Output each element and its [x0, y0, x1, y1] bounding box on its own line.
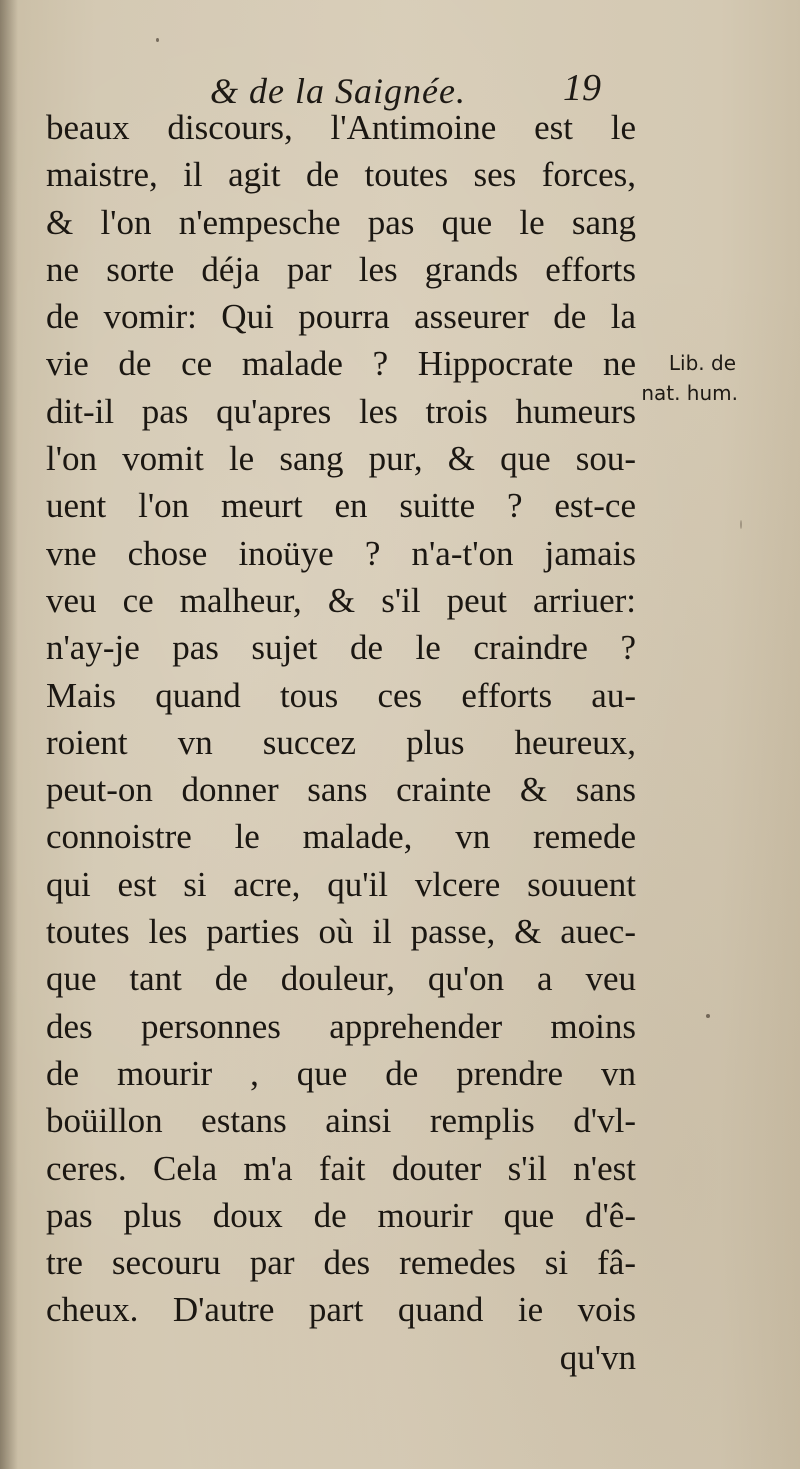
text-line: vie de ce malade ? Hippocrate ne: [46, 344, 636, 384]
catchword: qu'vn: [559, 1337, 636, 1377]
text-line: & l'on n'empesche pas que le sang: [46, 202, 636, 242]
text-line: roient vn succez plus heureux,: [46, 722, 636, 762]
text-line: Mais quand tous ces efforts au-: [46, 675, 636, 715]
text-line: maistre, il agit de toutes ses forces,: [46, 155, 636, 195]
text-line: ne sorte déja par les grands efforts: [46, 249, 636, 289]
text-line: beaux discours, l'Antimoine est le: [46, 108, 636, 147]
text-line: de vomir: Qui pourra asseurer de la: [46, 297, 636, 337]
text-line: veu ce malheur, & s'il peut arriuer:: [46, 580, 636, 620]
text-line: pas plus doux de mourir que d'ê-: [46, 1195, 636, 1235]
text-line: toutes les parties où il passe, & auec-: [46, 912, 636, 952]
text-line: des personnes apprehender moins: [46, 1006, 636, 1046]
ink-speck: [156, 38, 159, 42]
text-line: de mourir , que de prendre vn: [46, 1053, 636, 1093]
text-line: vne chose inoüye ? n'a-t'on jamais: [46, 533, 636, 573]
text-line: connoistre le malade, vn remede: [46, 817, 636, 857]
text-line: qui est si acre, qu'il vlcere souuent: [46, 864, 636, 904]
text-line: dit-il pas qu'apres les trois humeurs: [46, 391, 636, 431]
text-line: peut-on donner sans crainte & sans: [46, 770, 636, 810]
text-line: tre secouru par des remedes si fâ-: [46, 1243, 636, 1283]
margin-note-line: nat. hum.: [641, 381, 738, 405]
body-text: [46, 104, 636, 1381]
text-line: cheux. D'autre part quand ie vois: [46, 1290, 636, 1330]
page-number: 19: [563, 67, 601, 109]
text-line: uent l'on meurt en suitte ? est-ce: [46, 486, 636, 526]
running-head: & de la Saignée.: [210, 71, 466, 111]
ink-speck: [740, 520, 742, 529]
text-line: ceres. Cela m'a fait douter s'il n'est: [46, 1148, 636, 1188]
ink-speck: [706, 1014, 710, 1018]
margin-note: [623, 348, 798, 408]
spine-shadow: [0, 0, 18, 1469]
text-line: l'on vomit le sang pur, & que sou-: [46, 439, 636, 479]
text-line: n'ay-je pas sujet de le craindre ?: [46, 628, 636, 668]
text-line: que tant de douleur, qu'on a veu: [46, 959, 636, 999]
text-line: boüillon estans ainsi remplis d'vl-: [46, 1101, 636, 1141]
margin-note-line: Lib. de: [668, 351, 736, 375]
